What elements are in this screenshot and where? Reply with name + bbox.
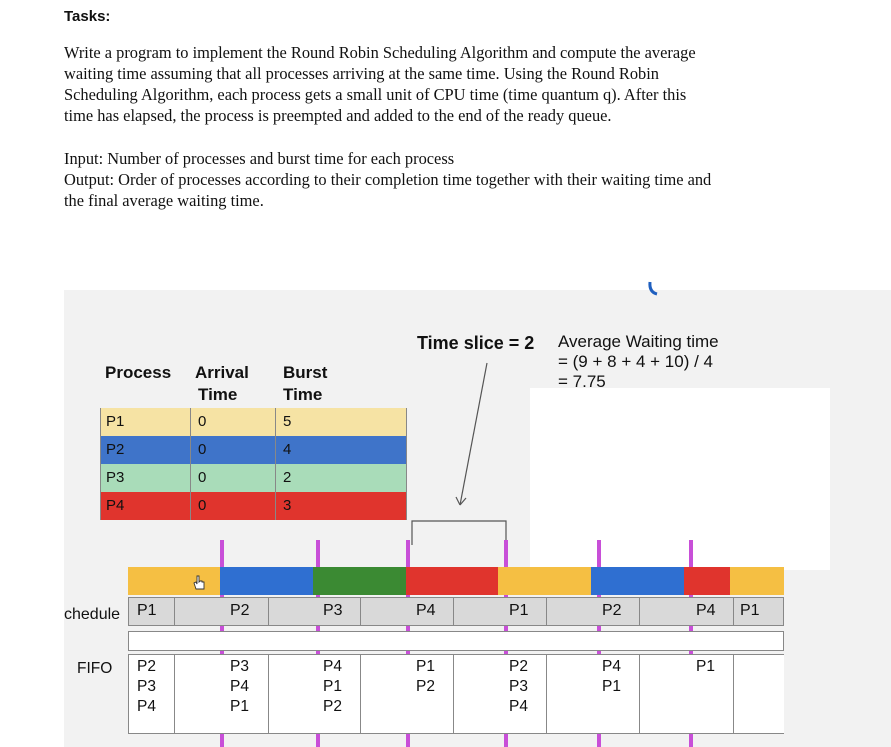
arrival-value: 0 (198, 441, 207, 458)
grid-line (546, 598, 547, 625)
grid-line (360, 655, 361, 734)
fifo-column (137, 657, 156, 717)
avg-wait-formula: = (9 + 8 + 4 + 10) / 4 (558, 352, 713, 371)
fifo-column (509, 657, 528, 717)
grid-line (546, 655, 547, 734)
gantt-slot-p1 (498, 567, 545, 595)
figure-white-area (530, 388, 830, 570)
burst-time-header: Time (283, 385, 323, 404)
input-spec: Input: Number of processes and burst time for each process (64, 149, 455, 168)
gantt-color-bar (128, 567, 784, 595)
hand-cursor-icon (190, 573, 208, 591)
schedule-entry: P4 (696, 602, 716, 619)
grid-line (453, 598, 454, 625)
grid-line (453, 655, 454, 734)
gantt-slot-p1 (730, 567, 784, 595)
fifo-column (323, 657, 342, 717)
output-spec: Output: Order of processes according to their completion time together with their waiting time and (64, 170, 712, 189)
grid-line (174, 598, 175, 625)
arrow-pointer (410, 355, 520, 565)
gantt-slot-p3 (359, 567, 406, 595)
curve-fragment-icon (645, 278, 665, 298)
fifo-column (416, 657, 435, 697)
fifo-queue (128, 654, 784, 734)
fifo-entry: P3 (230, 658, 249, 675)
schedule-entry: P2 (230, 602, 250, 619)
schedule-entry: P1 (137, 602, 157, 619)
fifo-entry: P1 (696, 658, 715, 675)
table-divider (275, 408, 276, 520)
fifo-entry: P1 (323, 678, 342, 695)
fifo-column (230, 657, 249, 717)
process-name: P2 (106, 441, 125, 458)
table-row (100, 492, 407, 520)
burst-value: 4 (283, 441, 292, 458)
description-line: Write a program to implement the Round Robin Scheduling Algorithm and compute the average (64, 43, 696, 62)
fifo-entry: P2 (323, 698, 342, 715)
gantt-slot-p1 (545, 567, 591, 595)
time-slice-label: Time slice = 2 (417, 333, 535, 353)
schedule-entry: P1 (740, 602, 760, 619)
grid-line (360, 598, 361, 625)
fifo-entry: P2 (416, 678, 435, 695)
table-divider (190, 408, 191, 520)
blank-row (128, 631, 784, 651)
arrival-header: Arrival (195, 363, 249, 382)
gantt-slot-p4 (406, 567, 452, 595)
table-row (100, 464, 407, 492)
avg-wait-title: Average Waiting time (558, 332, 719, 351)
avg-wait-result: = 7.75 (558, 372, 606, 391)
burst-value: 5 (283, 413, 292, 430)
gantt-slot-p2 (638, 567, 684, 595)
fifo-entry: P2 (137, 658, 156, 675)
fifo-entry: P4 (602, 658, 621, 675)
fifo-entry: P1 (602, 678, 621, 695)
description-line: Scheduling Algorithm, each process gets a small unit of CPU time (time quantum q). After this (64, 85, 687, 104)
burst-header: Burst (283, 363, 328, 382)
io-spec (64, 148, 794, 211)
fifo-entry: P2 (509, 658, 528, 675)
process-header: Process (105, 363, 172, 382)
grid-line (639, 598, 640, 625)
table-row (100, 408, 407, 436)
arrival-value: 0 (198, 469, 207, 486)
description-line: waiting time assuming that all processes arriving at the same time. Using the Round Robin (64, 64, 659, 83)
tasks-heading: Tasks: (64, 8, 111, 25)
task-description (64, 42, 786, 126)
fifo-entry: P4 (137, 698, 156, 715)
fifo-entry: P3 (509, 678, 528, 695)
table-divider (100, 408, 101, 520)
fifo-entry: P4 (509, 698, 528, 715)
gantt-slot-p2 (267, 567, 313, 595)
gantt-slot-p3 (313, 567, 359, 595)
arrival-value: 0 (198, 413, 207, 430)
average-waiting-time (558, 332, 719, 392)
fifo-entry: P4 (323, 658, 342, 675)
grid-line (733, 655, 734, 734)
fifo-entry: P3 (137, 678, 156, 695)
process-name: P3 (106, 469, 125, 486)
schedule-entry: P4 (416, 602, 436, 619)
gantt-slot-p4 (452, 567, 498, 595)
process-name: P4 (106, 497, 125, 514)
fifo-column (696, 657, 715, 677)
fifo-entry: P4 (230, 678, 249, 695)
fifo-entry: P1 (416, 658, 435, 675)
grid-line (268, 598, 269, 625)
fifo-label: FIFO (77, 660, 113, 677)
grid-line (639, 655, 640, 734)
table-row (100, 436, 407, 464)
fifo-entry: P1 (230, 698, 249, 715)
table-divider (406, 408, 407, 520)
burst-value: 3 (283, 497, 292, 514)
schedule-row (128, 597, 784, 626)
gantt-slot-p1 (128, 567, 174, 595)
gantt-slot-p2 (220, 567, 267, 595)
description-line: time has elapsed, the process is preempted and added to the end of the ready queue. (64, 106, 612, 125)
schedule-entry: P1 (509, 602, 529, 619)
grid-line (733, 598, 734, 625)
arrival-value: 0 (198, 497, 207, 514)
process-name: P1 (106, 413, 125, 430)
gantt-slot-p4 (684, 567, 730, 595)
schedule-entry: P2 (602, 602, 622, 619)
arrival-time-header: Time (198, 385, 238, 404)
schedule-label: chedule (64, 606, 121, 623)
gantt-slot-p2 (591, 567, 638, 595)
grid-line (174, 655, 175, 734)
output-spec: the final average waiting time. (64, 191, 264, 210)
fifo-column (602, 657, 621, 697)
burst-value: 2 (283, 469, 292, 486)
schedule-entry: P3 (323, 602, 343, 619)
grid-line (268, 655, 269, 734)
